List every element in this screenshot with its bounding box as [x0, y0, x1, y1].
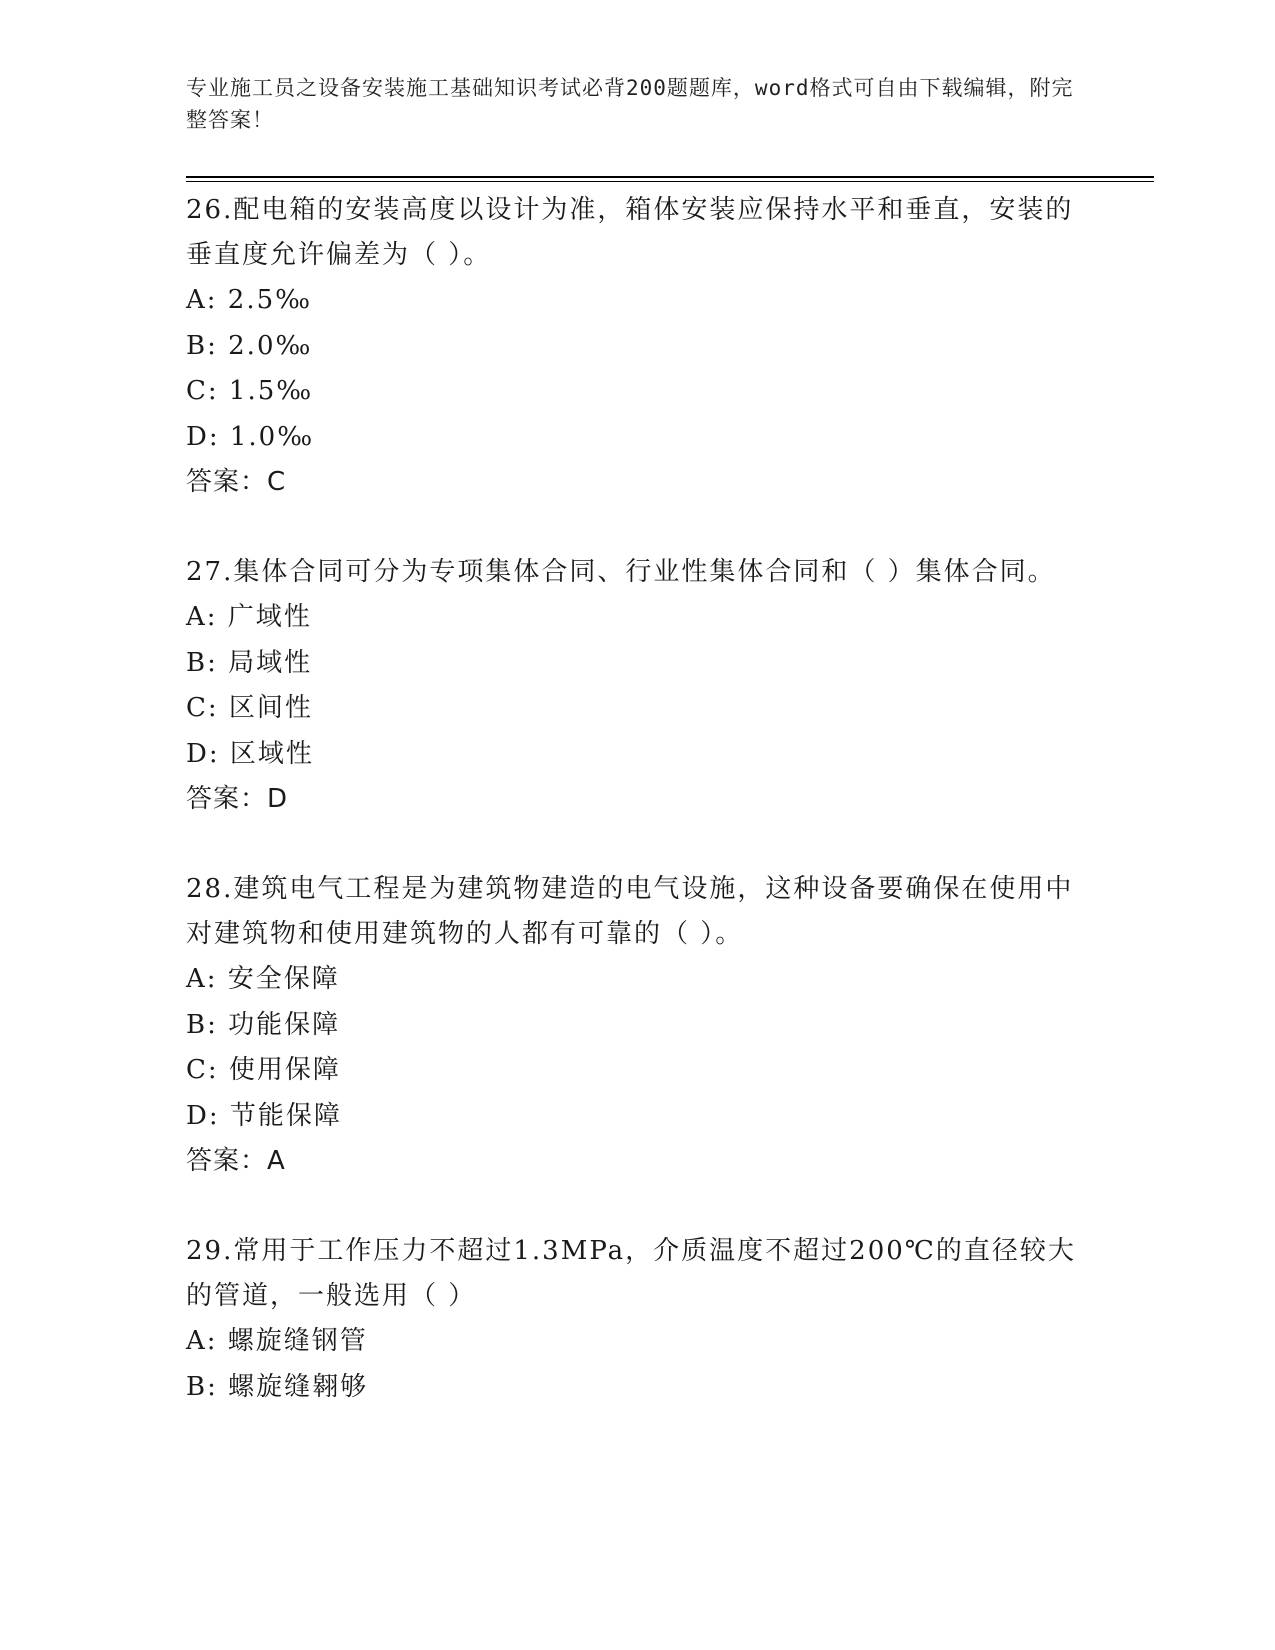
- question-28: [186, 867, 1086, 1183]
- question-26: [186, 188, 1086, 504]
- question-list: [186, 188, 1086, 1410]
- question-29: [186, 1229, 1086, 1410]
- option-c: C: 使用保障: [186, 1055, 341, 1085]
- question-stem: 28.建筑电气工程是为建筑物建造的电气设施，这种设备要确保在使用中对建筑物和使用建筑物的人都有可靠的（ ）。: [186, 874, 1074, 949]
- header-divider-thin: [186, 181, 1154, 182]
- question-stem: 27.集体合同可分为专项集体合同、行业性集体合同和（ ）集体合同。: [186, 557, 1056, 587]
- answer: 答案：A: [186, 1146, 286, 1176]
- question-stem: 29.常用于工作压力不超过1.3MPa，介质温度不超过200℃的直径较大的管道，一般选用（ ）: [186, 1236, 1076, 1311]
- option-a: A: 螺旋缝钢管: [186, 1326, 368, 1356]
- option-d: D: 区域性: [186, 738, 314, 769]
- document-header: [186, 72, 1086, 136]
- header-divider-thick: [186, 176, 1154, 178]
- option-b: B: 螺旋缝翱够: [186, 1371, 369, 1402]
- option-a: A: 广域性: [186, 602, 312, 632]
- option-b: B: 局域性: [186, 647, 313, 678]
- option-b: B: 功能保障: [186, 1009, 341, 1040]
- question-27: [186, 550, 1086, 821]
- option-a: A: 安全保障: [186, 964, 340, 994]
- answer: 答案：C: [186, 467, 287, 497]
- answer: 答案：D: [186, 784, 289, 814]
- option-a: A: 2.5‰: [186, 285, 313, 315]
- document-title: 专业施工员之设备安装施工基础知识考试必背200题题库，word格式可自由下载编辑，附完整答案！: [186, 76, 1074, 132]
- option-c: C: 区间性: [186, 693, 313, 723]
- option-d: D: 1.0‰: [186, 421, 315, 452]
- question-stem: 26.配电箱的安装高度以设计为准，箱体安装应保持水平和垂直，安装的垂直度允许偏差为（ ）。: [186, 195, 1074, 270]
- option-c: C: 1.5‰: [186, 376, 314, 406]
- option-d: D: 节能保障: [186, 1100, 342, 1131]
- option-b: B: 2.0‰: [186, 330, 313, 361]
